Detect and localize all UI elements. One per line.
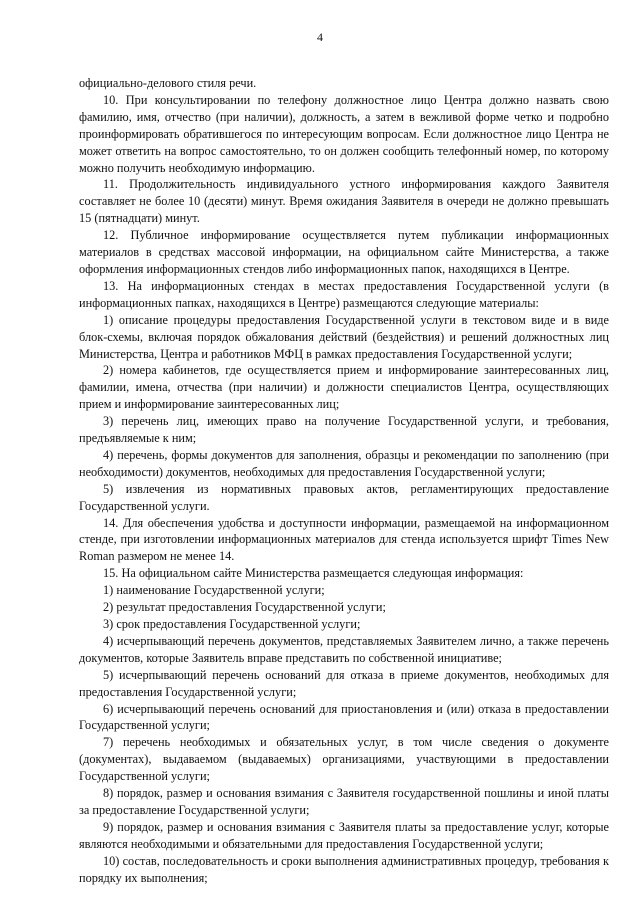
list-item: 3) перечень лиц, имеющих право на получение Государственной услуги, и требования, предъявляемые к ним;	[79, 414, 609, 446]
list-item: 1) наименование Государственной услуги;	[103, 583, 325, 598]
list-item: 4) перечень, формы документов для заполнения, образцы и рекомендации по заполнению (при необходимости) документов, необходимых для предоставления Государственной услуги;	[79, 447, 609, 479]
paragraph-14: 14. Для обеспечения удобства и доступности информации, размещаемой на информационном стенде, при изготовлении информационных материалов для стенда используется шрифт Times New Roman размером не менее 14.	[79, 515, 609, 564]
page-number: 4	[317, 30, 323, 44]
paragraph-10: 10. При консультировании по телефону должностное лицо Центра должно назвать свою фамилию, имя, отчество (при наличии), должность, а затем в вежливой форме четко и подробно проинформировать обратившегося по интересующим вопросам. Если должностное лицо Центра не может ответить на вопрос самостоятельно, то он должен сообщить телефонный номер, по которому можно получить необходимую информацию.	[79, 92, 609, 175]
paragraph: официально-делового стиля речи.	[79, 76, 257, 90]
list-item: 3) срок предоставления Государственной услуги;	[103, 617, 361, 631]
list-item: 2) номера кабинетов, где осуществляется прием и информирование заинтересованных лиц, фамилии, имена, отчества (при наличии) и должности специалистов Центра, осуществляющих прием и информирование заинтересованных лиц;	[79, 363, 609, 412]
list-item: 10) состав, последовательность и сроки выполнения административных процедур, требования к порядку их выполнения;	[79, 853, 609, 885]
list-item: 5) исчерпывающий перечень оснований для отказа в приеме документов, необходимых для предоставления Государственной услуги;	[79, 667, 609, 699]
paragraph-12: 12. Публичное информирование осуществляется путем публикации информационных материалов в средствах массовой информации, на официальном сайте Министерства, а также оформления информационных стендов либо информационных папок, находящихся в Центре.	[79, 228, 609, 276]
list-item: 2) результат предоставления Государственной услуги;	[103, 600, 386, 615]
list-item: 1) описание процедуры предоставления Государственной услуги в текстовом виде и в виде блок-схемы, включая порядок обжалования действий (бездействия) и решений должностных лиц Министерства, Центра и работников МФЦ в рамках предоставления Государственной услуги;	[79, 312, 609, 361]
list-item: 8) порядок, размер и основания взимания с Заявителя государственной пошлины и иной платы за предоставление Государственной услуги;	[79, 786, 609, 817]
paragraph-11: 11. Продолжительность индивидуального устного информирования каждого Заявителя составляет не более 10 (десяти) минут. Время ожидания Заявителя в очереди не должно превышать 15 (пятнадцати) минут.	[79, 177, 609, 226]
list-item: 7) перечень необходимых и обязательных услуг, в том числе сведения о документе (документах), выдаваемом (выдаваемых) организациями, участвующими в предоставлении Государственной услуги;	[79, 735, 609, 784]
list-item: 5) извлечения из нормативных правовых актов, регламентирующих предоставление Государственной услуги.	[79, 481, 609, 513]
paragraph-15: 15. На официальном сайте Министерства размещается следующая информация:	[103, 566, 524, 581]
document-body	[79, 75, 609, 887]
list-item: 6) исчерпывающий перечень оснований для приостановления и (или) отказа в предоставлении Государственной услуги;	[79, 701, 609, 733]
list-item: 4) исчерпывающий перечень документов, представляемых Заявителем лично, а также перечень документов, которые Заявитель вправе представить по собственной инициативе;	[79, 633, 609, 665]
paragraph-13: 13. На информационных стендах в местах предоставления Государственной услуги (в информационных папках, находящихся в Центре) размещаются следующие материалы:	[79, 278, 609, 310]
list-item: 9) порядок, размер и основания взимания с Заявителя платы за предоставление услуг, которые являются необходимыми и обязательными для предоставления Государственной услуги;	[79, 819, 609, 851]
